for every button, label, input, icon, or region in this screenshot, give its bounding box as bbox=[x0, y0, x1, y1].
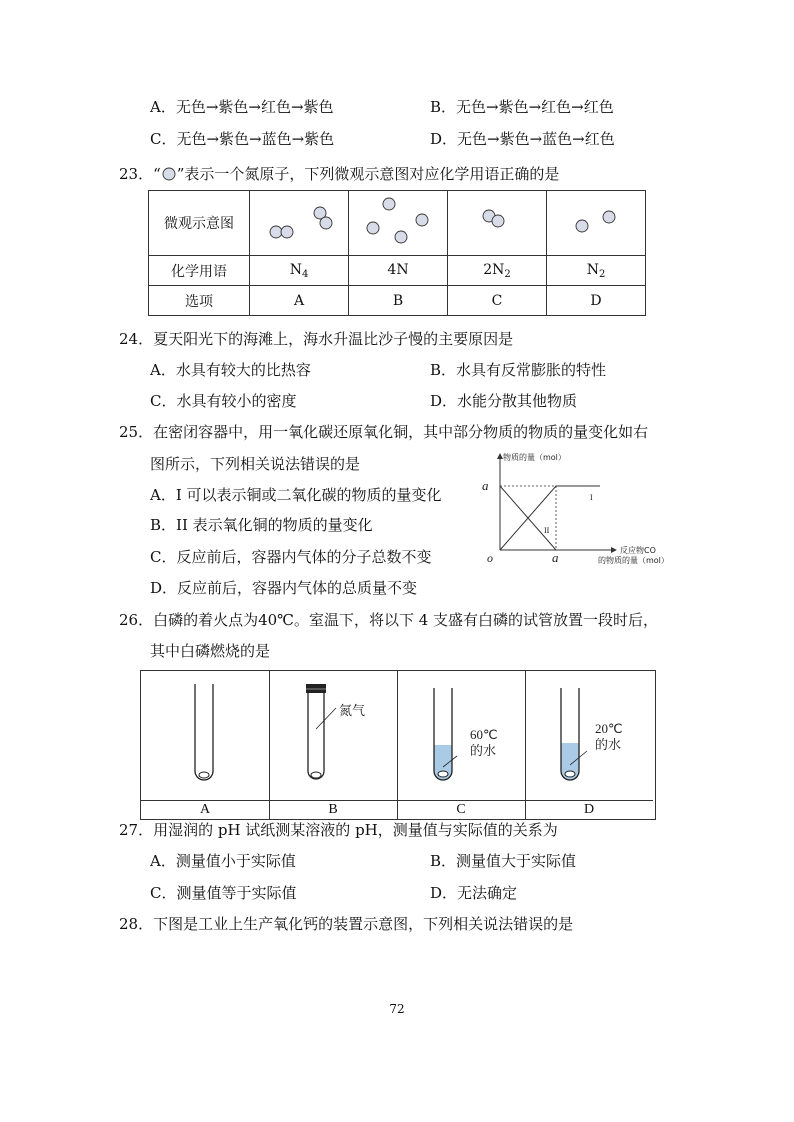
q25-y-label: 物质的量（mol） bbox=[503, 453, 566, 462]
q27-option-b: B．测量值大于实际值 bbox=[430, 852, 577, 870]
q23-option-d: D bbox=[547, 286, 646, 316]
q23-formula-b: 4N bbox=[349, 256, 448, 286]
q23-header-option: 选项 bbox=[149, 286, 250, 316]
q27-stem: 27．用湿润的 pH 试纸测某溶液的 pH，测量值与实际值的关系为 bbox=[119, 821, 558, 839]
q25-line-i-label: I bbox=[590, 493, 593, 502]
q23-formula-c: $2N_2$ bbox=[448, 256, 547, 286]
q25-graph bbox=[478, 450, 692, 574]
q22-option-c: C．无色→紫色→蓝色→紫色 bbox=[150, 130, 335, 148]
q23-header-formula: 化学用语 bbox=[149, 256, 250, 286]
q22-option-a: A．无色→紫色→红色→紫色 bbox=[150, 98, 334, 116]
q25-option-c: C．反应前后，容器内气体的分子总数不变 bbox=[150, 548, 432, 566]
white-phosphorus bbox=[438, 771, 448, 777]
q23-option-c: C bbox=[448, 286, 547, 316]
q25-option-a: A．I 可以表示铜或二氧化碳的物质的量变化 bbox=[150, 486, 442, 504]
q27-option-d: D．无法确定 bbox=[430, 884, 518, 902]
q24-stem: 24．夏天阳光下的海滩上，海水升温比沙子慢的主要原因是 bbox=[119, 330, 514, 348]
q27-option-c: C．测量值等于实际值 bbox=[150, 884, 297, 902]
q25-x-tick-a: a bbox=[552, 550, 559, 565]
q25-line-i bbox=[500, 486, 600, 550]
q24-option-b: B．水具有反常膨胀的特性 bbox=[430, 361, 607, 379]
white-phosphorus bbox=[565, 771, 575, 777]
q23-formula-d: $N_2$ bbox=[547, 256, 646, 286]
q26-label-b: B bbox=[269, 800, 397, 819]
q23-header-diagram: 微观示意图 bbox=[149, 191, 250, 256]
molecule-diagram-b bbox=[349, 191, 447, 251]
q23-diagram-c bbox=[448, 191, 547, 256]
q25-origin: o bbox=[487, 551, 493, 565]
q26-cell-b bbox=[269, 671, 398, 819]
test-tube-b bbox=[269, 671, 397, 801]
nitrogen-atom-icon bbox=[161, 167, 177, 181]
q25-stem-line1: 25．在密闭容器中，用一氧化碳还原氧化铜，其中部分物质的物质的量变化如右 bbox=[119, 423, 649, 441]
q26-label-d: D bbox=[525, 800, 653, 819]
q25-x-label-1: 反应物CO bbox=[620, 546, 656, 555]
q24-option-d: D．水能分散其他物质 bbox=[430, 392, 578, 410]
q25-option-d: D．反应前后，容器内气体的总质量不变 bbox=[150, 579, 418, 597]
q26-stem-line1: 26．白磷的着火点为40℃。室温下，将以下 4 支盛有白磷的试管放置一段时后， bbox=[119, 611, 659, 629]
q26-cell-c bbox=[397, 671, 526, 819]
q26-stem-line2: 其中白磷燃烧的是 bbox=[150, 642, 271, 660]
q22-option-d: D．无色→紫色→蓝色→红色 bbox=[430, 130, 615, 148]
q23-option-a: A bbox=[250, 286, 349, 316]
q26-c-temp: 60℃ bbox=[470, 727, 498, 742]
q23-diagram-a bbox=[250, 191, 349, 256]
q27-option-a: A．测量值小于实际值 bbox=[150, 852, 296, 870]
q23-diagram-d bbox=[547, 191, 646, 256]
q26-cell-d bbox=[525, 671, 653, 819]
q26-label-c: C bbox=[397, 800, 525, 819]
q26-d-water: 的水 bbox=[595, 738, 622, 753]
q25-option-b: B．II 表示氧化铜的物质的量变化 bbox=[150, 516, 373, 534]
q26-figure bbox=[140, 670, 656, 820]
q26-d-temp: 20℃ bbox=[595, 721, 623, 736]
white-phosphorus bbox=[311, 772, 321, 778]
molecule-diagram-d bbox=[547, 191, 645, 251]
q23-option-b: B bbox=[349, 286, 448, 316]
test-tube-a bbox=[141, 671, 269, 801]
q25-stem-line2: 图所示，下列相关说法错误的是 bbox=[150, 455, 361, 473]
q24-option-c: C．水具有较小的密度 bbox=[150, 392, 297, 410]
nitrogen-gas-label: 氮气 bbox=[339, 704, 366, 719]
test-tube-c bbox=[397, 671, 525, 801]
q26-c-water: 的水 bbox=[470, 744, 497, 759]
q26-cell-a bbox=[141, 671, 270, 819]
q25-line-ii-label: II bbox=[544, 526, 550, 535]
q23-stem: 23．“ ”表示一个氮原子，下列微观示意图对应化学用语正确的是 bbox=[119, 165, 560, 183]
q22-option-b: B．无色→紫色→红色→红色 bbox=[430, 98, 614, 116]
q28-stem: 28．下图是工业上生产氧化钙的装置示意图，下列相关说法错误的是 bbox=[119, 915, 574, 933]
molecule-diagram-a bbox=[250, 191, 348, 251]
molecule-diagram-c bbox=[448, 191, 546, 251]
q23-table bbox=[148, 190, 646, 316]
q24-option-a: A．水具有较大的比热容 bbox=[150, 361, 311, 379]
q23-diagram-b bbox=[349, 191, 448, 256]
test-tube-d bbox=[525, 671, 653, 801]
page-number: 72 bbox=[389, 1002, 405, 1016]
white-phosphorus bbox=[199, 772, 209, 778]
q26-label-a: A bbox=[141, 800, 269, 819]
q25-y-tick-a: a bbox=[482, 478, 489, 493]
q23-formula-a: $N_4$ bbox=[250, 256, 349, 286]
q25-x-label-2: 的物质的量（mol） bbox=[598, 556, 669, 565]
